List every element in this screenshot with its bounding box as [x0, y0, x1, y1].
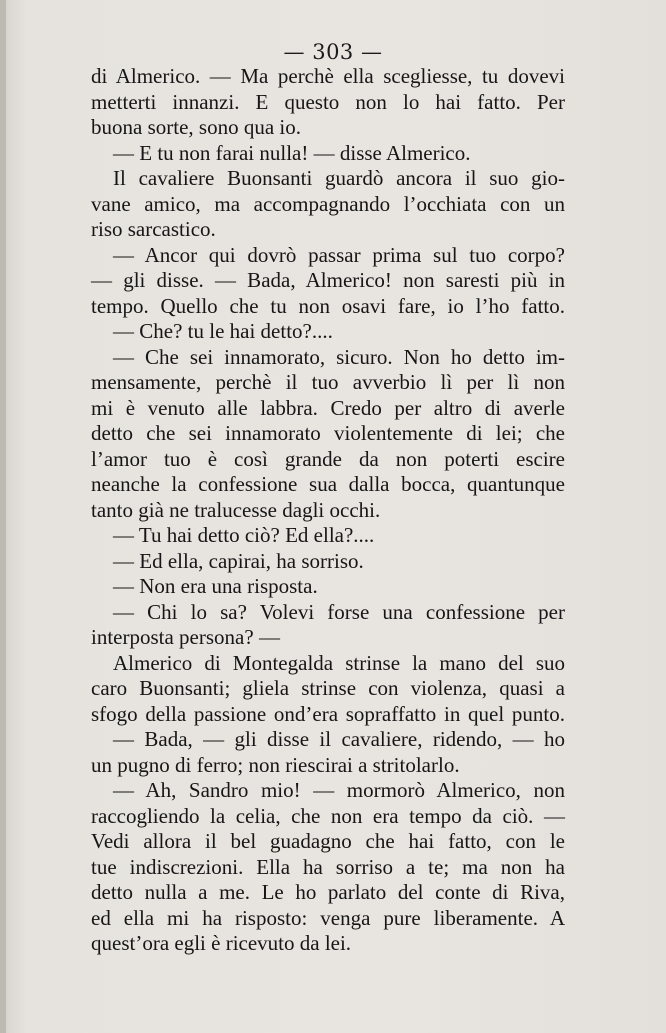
text-line: — Ed ella, capirai, ha sorriso.: [113, 548, 364, 573]
text-line: — Tu hai detto ciò? Ed ella?....: [113, 523, 375, 547]
text-line: — Che? tu le hai detto?....: [113, 319, 333, 343]
text-line: detto che sei innamorato violentemente di lei; che: [91, 421, 565, 445]
text-line: — Non era una risposta.: [113, 574, 318, 598]
body-text: [91, 64, 565, 957]
text-line: caro Buonsanti; gliela strinse con violenza, quasi a: [91, 676, 565, 700]
text-line: Almerico di Montegalda strinse la mano del suo: [113, 650, 565, 675]
text-line: — Bada, — gli disse il cavaliere, ridendo, — ho: [113, 727, 565, 751]
text-line: di Almerico. — Ma perchè ella scegliesse, tu dovevi: [91, 64, 565, 88]
text-line: mi è venuto alle labbra. Credo per altro di averle: [91, 395, 565, 420]
text-line: mensamente, perchè il tuo avverbio lì per lì non: [91, 370, 565, 394]
text-line: neanche la confessione sua dalla bocca, quantunque: [91, 472, 565, 496]
text-line: — Ah, Sandro mio! — mormorò Almerico, non: [113, 778, 565, 802]
text-line: — Chi lo sa? Volevi forse una confessione per: [113, 599, 565, 624]
text-line: — E tu non farai nulla! — disse Almerico.: [113, 140, 471, 165]
text-line: sfogo della passione ond’era sopraffatto in quel punto.: [91, 701, 565, 726]
text-line: — Ancor qui dovrò passar prima sul tuo corpo?: [113, 242, 565, 267]
text-line: — Che sei innamorato, sicuro. Non ho detto im-: [113, 344, 565, 369]
text-line: metterti innanzi. E questo non lo hai fatto. Per: [91, 89, 565, 114]
text-line: tempo. Quello che tu non osavi fare, io l’ho fatto.: [91, 293, 565, 318]
text-line: quest’ora egli è ricevuto da lei.: [91, 931, 352, 955]
text-line: tanto già ne tralucesse dagli occhi.: [91, 497, 381, 522]
page-number: — 303 —: [283, 40, 383, 64]
text-line: riso sarcastico.: [91, 217, 216, 241]
text-line: Il cavaliere Buonsanti guardò ancora il suo gio-: [113, 166, 565, 190]
text-line: buona sorte, sono qua io.: [91, 115, 301, 139]
text-line: vane amico, ma accompagnando l’occhiata con un: [91, 191, 565, 216]
text-line: un pugno di ferro; non riescirai a stritolarlo.: [91, 752, 460, 777]
text-line: interposta persona? —: [91, 625, 280, 649]
text-line: l’amor tuo è così grande da non poterti escire: [91, 446, 565, 471]
text-line: tue indiscrezioni. Ella ha sorriso a te; ma non ha: [91, 854, 565, 879]
text-line: — gli disse. — Bada, Almerico! non saresti più in: [91, 268, 565, 292]
text-line: Vedi allora il bel guadagno che hai fatto, con le: [91, 829, 565, 853]
page-gutter: [0, 0, 6, 1033]
text-line: ed ella mi ha risposto: venga pure liberamente. A: [91, 905, 565, 930]
text-line: raccogliendo la celia, che non era tempo da ciò. —: [91, 803, 565, 828]
text-line: detto nulla a me. Le ho parlato del conte di Riva,: [91, 880, 565, 904]
